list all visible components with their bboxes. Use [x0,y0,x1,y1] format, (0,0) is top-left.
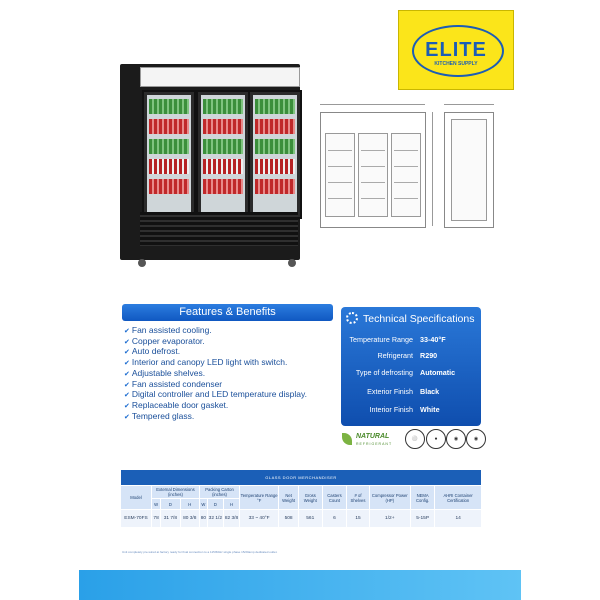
caster [288,259,296,267]
cell-shelves: 15 [347,510,369,528]
cell-power: 1/2+ [369,510,410,528]
feature-text: Replaceable door gasket. [131,399,229,410]
spec-label: Interior Finish [369,405,413,414]
sub-h: H [223,499,239,510]
technical-specs-panel [341,307,481,426]
features-title: Features & Benefits [122,304,333,321]
spec-value: 33-40°F [420,335,446,344]
specs-title: Technical Specifications [363,313,475,325]
natural-refrigerant-logo [342,431,404,449]
elite-logo [398,10,514,90]
fridge-canopy [140,67,300,87]
gear-icon [346,312,358,324]
check-icon: ✔ [124,392,130,400]
col-shelves: # of Shelves [347,486,369,510]
spec-value: Automatic [420,368,456,377]
cell-temp: 33 ~ 40°F [240,510,279,528]
spec-label: Temperature Range [349,335,413,344]
feature-text: Fan assisted condenser [131,378,223,389]
features-list [124,326,354,422]
dimension-line [444,104,494,105]
check-icon: ✔ [124,402,130,410]
spec-value: R290 [420,351,438,360]
spec-row [341,387,481,398]
cell-ph: 82 3/8 [223,510,239,528]
spec-row [341,335,481,346]
fridge-grille [140,212,298,246]
feature-text: Tempered glass. [131,410,195,421]
table-row [121,510,482,528]
sub-d: D [161,499,180,510]
col-casters: Casters Count [322,486,347,510]
cell-net: 508 [279,510,299,528]
feature-item [124,412,354,423]
cell-ahri: 14 [435,510,482,528]
col-model: Model [121,486,152,510]
logo-subtitle: KITCHEN SUPPLY [434,61,478,67]
etl-icon: ◉ [446,429,466,449]
spec-value: White [420,405,440,414]
spec-value: Black [420,387,440,396]
footnote: Unit completely pre-wired at factory ready for final connection to a 115/60Hz single phase 15/20amp dedicated outlet. [122,550,278,554]
spec-row [341,405,481,416]
cell-pd: 32 1/2 [207,510,223,528]
feature-text: Copper evaporator. [131,335,205,346]
check-icon: ✔ [124,349,130,357]
col-power: Compressor Power (HP) [369,486,410,510]
plug-icon: ⚪ [405,429,425,449]
col-net: Net Weight [279,486,299,510]
caster [138,259,146,267]
fridge-door-left [142,90,196,219]
check-icon: ✔ [124,370,130,378]
cell-h: 80 3/8 [180,510,199,528]
spec-label: Type of defrosting [355,368,413,377]
check-icon: ✔ [124,360,130,368]
dimension-line [320,104,425,105]
fridge-door-middle [196,90,250,219]
cell-w: 78 [152,510,161,528]
feature-text: Fan assisted cooling. [131,325,212,335]
cell-d: 31 7/8 [161,510,180,528]
sub-w: W [152,499,161,510]
feature-text: Adjustable shelves. [131,367,206,378]
cell-pw: 80 [199,510,207,528]
natural-label: NATURAL [356,433,390,440]
leaf-icon [342,433,352,445]
table-title: GLASS DOOR MERCHANDISER [121,470,482,486]
doe-icon: ● [426,429,446,449]
etl-sanitation-icon: ◉ [466,429,486,449]
side-view-drawing [444,112,494,228]
specs-table [120,469,482,528]
natural-sublabel: REFRIGERANT [356,442,393,446]
cell-casters: 6 [322,510,347,528]
dimension-line [432,112,433,226]
sub-h: H [180,499,199,510]
spec-row [341,351,481,362]
cell-model: ESM-70FS [121,510,152,528]
feature-text: Interior and canopy LED light with switch. [131,357,288,368]
spec-row [341,368,481,379]
feature-text: Auto defrost. [131,346,181,357]
col-ahri: AHRI Container Certification [435,486,482,510]
sub-d: D [207,499,223,510]
check-icon: ✔ [124,328,130,335]
col-packing: Packing Carton (inches) [199,486,239,499]
spec-label: Exterior Finish [367,387,413,396]
sub-w: W [199,499,207,510]
feature-text: Digital controller and LED temperature display. [131,389,307,400]
col-gross: Gross Weight [299,486,322,510]
logo-word: ELITE [425,39,487,61]
cell-gross: 561 [299,510,322,528]
check-icon: ✔ [124,381,130,389]
check-icon: ✔ [124,338,130,346]
front-view-drawing [320,112,426,228]
col-nema: NEMA Config. [410,486,434,510]
col-temp: Temperature Range °F [240,486,279,510]
footer-bar [79,570,521,600]
col-ext-dims: External Dimensions (inches) [152,486,200,499]
check-icon: ✔ [124,413,130,421]
cell-nema: 5-15P [410,510,434,528]
fridge-door-right [248,90,302,219]
spec-label: Refrigerant [377,351,413,360]
